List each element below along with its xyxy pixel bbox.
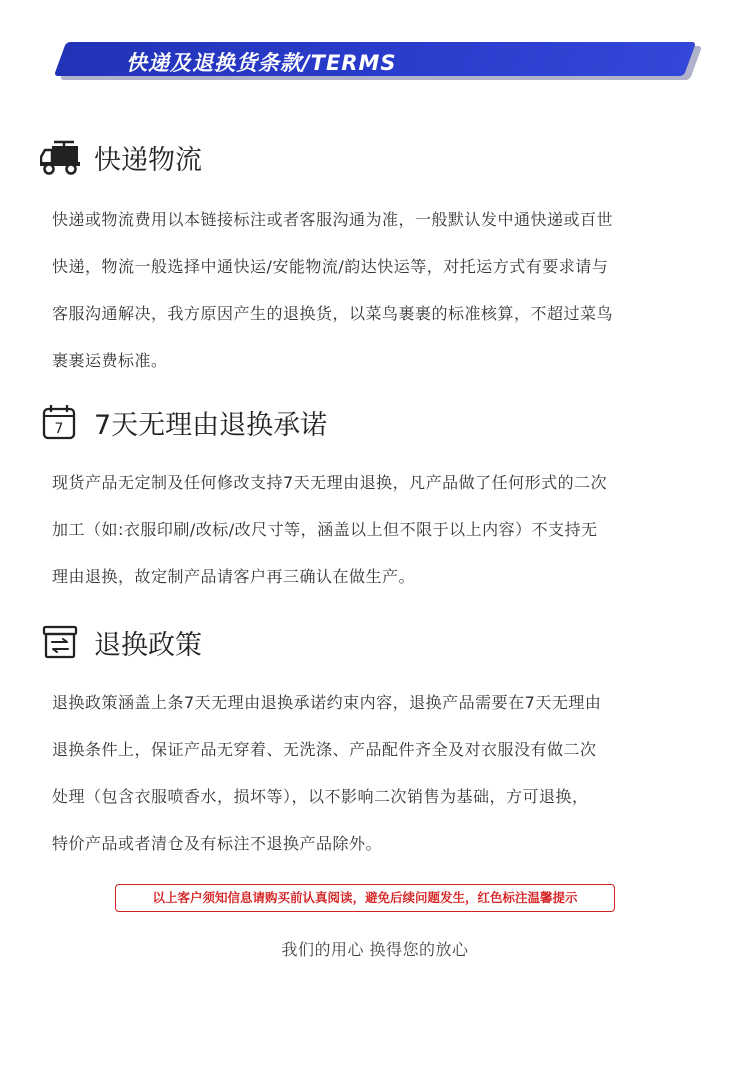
section-policy-header [40,622,202,662]
text-line: 快递或物流费用以本链接标注或者客服沟通为准，一般默认发中通快递或百世 [52,210,614,229]
text-line: 特价产品或者清仓及有标注不退换产品除外。 [52,834,383,853]
text-line: 裹裹运费标准。 [52,351,168,370]
delivery-truck-icon [40,137,84,177]
terms-banner [60,42,700,80]
text-line: 加工（如:衣服印刷/改标/改尺寸等，涵盖以上但不限于以上内容）不支持无 [52,520,598,539]
section-delivery-header [40,137,202,177]
section-return-promise-header [40,402,327,442]
text-line: 快递，物流一般选择中通快运/安能物流/韵达快运等，对托运方式有要求请与 [52,257,609,276]
calendar-day-number: 7 [54,421,64,437]
text-line: 处理（包含衣服喷香水，损坏等），以不影响二次销售为基础，方可退换， [52,787,589,806]
warning-notice: 以上客户须知信息请购买前认真阅读，避免后续问题发生，红色标注温馨提示 [115,884,615,912]
slogan: 我们的用心 换得您的放心 [281,940,469,959]
text-line: 客服沟通解决，我方原因产生的退换货，以菜鸟裹裹的标准核算，不超过菜鸟 [52,304,614,323]
banner-title: 快递及退换货条款/TERMS [126,51,397,75]
text-line: 退换条件上，保证产品无穿着、无洗涤、产品配件齐全及对衣服没有做二次 [52,740,597,759]
text-line: 理由退换，故定制产品请客户再三确认在做生产。 [52,567,416,586]
text-line: 退换政策涵盖上条7天无理由退换承诺约束内容，退换产品需要在7天无理由 [52,693,602,712]
section-policy-title: 退换政策 [94,629,202,661]
section-return-promise-title: 7天无理由退换承诺 [94,409,328,441]
exchange-box-icon [40,622,84,662]
section-policy-text [52,679,702,867]
section-delivery-title: 快递物流 [94,144,202,176]
section-return-promise-text [52,459,702,600]
section-delivery-text [52,196,702,384]
calendar-7-icon [40,402,84,442]
text-line: 现货产品无定制及任何修改支持7天无理由退换，凡产品做了任何形式的二次 [52,473,608,492]
